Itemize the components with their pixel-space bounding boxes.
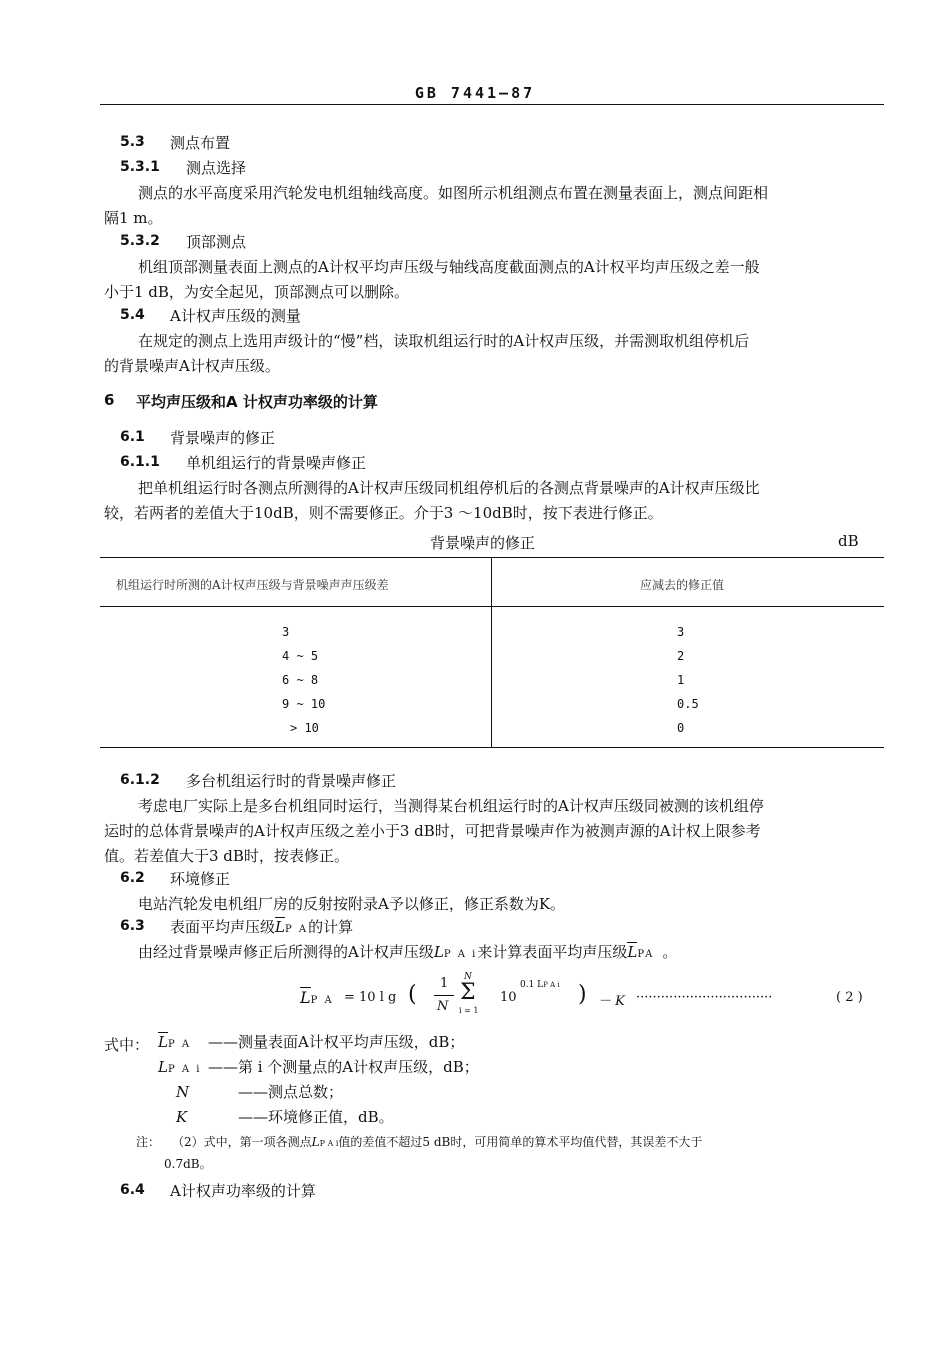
table-header-col2: 应减去的修正值 bbox=[640, 578, 725, 592]
table-cell-diff: 3 bbox=[282, 625, 290, 639]
symbol-lpa: L bbox=[275, 918, 285, 936]
table-cell-corr: 1 bbox=[677, 673, 685, 687]
section-title bbox=[170, 916, 353, 937]
formula-sum-lower: i = 1 bbox=[459, 1006, 479, 1015]
section-title: 单机组运行的背景噪声修正 bbox=[186, 454, 367, 472]
note-line bbox=[172, 1133, 702, 1150]
paragraph-line bbox=[138, 941, 677, 962]
symbol-lpai: L bbox=[433, 943, 444, 961]
paragraph-line: 测点的水平高度采用汽轮发电机组轴线高度。如图所示机组测点布置在测量表面上，测点间距相 bbox=[138, 184, 769, 202]
table-header-rule bbox=[100, 606, 884, 607]
formula-fraction-denominator: N bbox=[437, 999, 449, 1014]
section-title: 背景噪声的修正 bbox=[170, 429, 276, 447]
chapter-number: 6 bbox=[104, 391, 115, 409]
symbol-lpa: L bbox=[627, 943, 638, 961]
formula-lhs bbox=[300, 988, 334, 1007]
section-number: 6.3 bbox=[120, 918, 145, 934]
table-cell-diff: 9 ~ 10 bbox=[282, 697, 326, 711]
formula-sum-upper: N bbox=[464, 972, 472, 982]
section-title: 测点选择 bbox=[186, 159, 247, 177]
section-title: 顶部测点 bbox=[186, 233, 247, 251]
table-bottom-rule bbox=[100, 747, 884, 748]
table-cell-diff: > 10 bbox=[290, 721, 319, 735]
paragraph-line: 隔1 m。 bbox=[104, 209, 163, 227]
formula-fraction-bar bbox=[434, 995, 454, 996]
formula-open-paren: ( bbox=[408, 982, 417, 1007]
table-cell-diff: 4 ~ 5 bbox=[282, 649, 319, 663]
formula-exponent-text: 0.1 L bbox=[520, 980, 544, 990]
chapter-title: 平均声压级和A 计权声功率级的计算 bbox=[136, 393, 378, 411]
section-number: 6.2 bbox=[120, 870, 145, 886]
paragraph-line: 考虑电厂实际上是多台机组同时运行，当测得某台机组运行时的A计权声压级同被测的该机组停 bbox=[138, 797, 764, 815]
symbol-subscript: P A bbox=[284, 924, 309, 935]
paragraph-line: 运时的总体背景噪声的A计权声压级之差小于3 dB时，可把背景噪声作为被测声源的A计权上限参考 bbox=[104, 822, 761, 840]
table-cell-corr: 2 bbox=[677, 649, 685, 663]
note-text: （2）式中，第一项各测点 bbox=[172, 1135, 312, 1149]
section-title: 环境修正 bbox=[170, 870, 231, 888]
section-title: A计权声压级的测量 bbox=[170, 307, 301, 325]
where-symbol: K bbox=[176, 1108, 188, 1126]
section-title: 测点布置 bbox=[170, 134, 231, 152]
table-column-divider bbox=[491, 557, 492, 747]
formula-fraction-numerator: 1 bbox=[440, 976, 449, 991]
section-number: 5.3 bbox=[120, 134, 145, 150]
where-item bbox=[158, 1031, 464, 1052]
paragraph-line: 值。若差值大于3 dB时，按表修正。 bbox=[104, 847, 349, 865]
where-symbol: N bbox=[176, 1083, 190, 1101]
section-title: 多台机组运行时的背景噪声修正 bbox=[186, 772, 397, 790]
standard-header: GB 7441—87 bbox=[414, 84, 536, 102]
formula-equation-number: ( 2 ) bbox=[836, 990, 863, 1005]
where-description: ——环境修正值，dB。 bbox=[238, 1108, 394, 1126]
paragraph-line: 机组顶部测量表面上测点的A计权平均声压级与轴线高度截面测点的A计权平均声压级之差一般 bbox=[138, 258, 760, 276]
table-cell-diff: 6 ~ 8 bbox=[282, 673, 319, 687]
where-subscript: P A i bbox=[167, 1064, 202, 1075]
table-unit: dB bbox=[838, 532, 859, 550]
section-number: 5.3.2 bbox=[120, 233, 160, 249]
symbol-subscript: PA bbox=[637, 949, 655, 960]
paragraph-text: 来计算表面平均声压级 bbox=[477, 943, 628, 961]
section-number: 5.4 bbox=[120, 307, 145, 323]
where-subscript: P A bbox=[167, 1039, 192, 1050]
table-cell-corr: 0.5 bbox=[677, 697, 699, 711]
paragraph-line: 在规定的测点上选用声级计的“慢”档，读取机组运行时的A计权声压级，并需测取机组停机后 bbox=[138, 332, 750, 350]
paragraph-line: 把单机组运行时各测点所测得的A计权声压级同机组停机后的各测点背景噪声的A计权声压级比 bbox=[138, 479, 760, 497]
section-number: 6.1.1 bbox=[120, 454, 160, 470]
formula-base: 10 bbox=[500, 990, 517, 1005]
formula-lhs-symbol: L bbox=[300, 988, 311, 1007]
where-symbol: L bbox=[158, 1033, 168, 1051]
table-top-rule bbox=[100, 557, 884, 558]
section-number: 6.4 bbox=[120, 1182, 145, 1198]
formula-exponent bbox=[520, 980, 560, 990]
section-title: A计权声功率级的计算 bbox=[170, 1182, 316, 1200]
where-symbol: L bbox=[158, 1058, 168, 1076]
formula-exponent-subscript: P A i bbox=[543, 981, 560, 989]
section-number: 6.1 bbox=[120, 429, 145, 445]
where-item bbox=[176, 1106, 394, 1127]
where-label: 式中： bbox=[104, 1036, 150, 1054]
section-title-end: 的计算 bbox=[308, 918, 354, 936]
section-title-text: 表面平均声压级 bbox=[170, 918, 276, 936]
paragraph-end: 。 bbox=[662, 943, 678, 961]
formula-minus-k: － K bbox=[598, 994, 625, 1009]
section-number: 5.3.1 bbox=[120, 159, 160, 175]
section-number: 6.1.2 bbox=[120, 772, 160, 788]
symbol-subscript: P A i bbox=[443, 949, 478, 960]
paragraph-line: 较，若两者的差值大于10dB，则不需要修正。介于3 ～10dB时，按下表进行修正。 bbox=[104, 504, 663, 522]
where-item bbox=[176, 1081, 343, 1102]
formula-close-paren: ) bbox=[578, 982, 587, 1007]
formula-eq: = 10 l g bbox=[344, 990, 397, 1005]
where-description: ——测量表面A计权平均声压级，dB； bbox=[207, 1033, 465, 1051]
table-cell-corr: 0 bbox=[677, 721, 685, 735]
paragraph-line: 电站汽轮发电机组厂房的反射按附录A予以修正，修正系数为K。 bbox=[138, 895, 566, 913]
table-cell-corr: 3 bbox=[677, 625, 685, 639]
formula-sum-sign: Σ bbox=[460, 980, 476, 1005]
where-item bbox=[158, 1056, 479, 1077]
note-line: 0.7dB。 bbox=[164, 1157, 212, 1171]
formula-leader-dots: ································· bbox=[636, 990, 773, 1005]
note-subscript: P A i bbox=[319, 1139, 339, 1148]
header-rule bbox=[100, 104, 884, 105]
note-label: 注： bbox=[136, 1135, 161, 1149]
paragraph-line: 的背景噪声A计权声压级。 bbox=[104, 357, 280, 375]
table-caption: 背景噪声的修正 bbox=[430, 534, 536, 552]
note-symbol: L bbox=[311, 1135, 320, 1149]
paragraph-text: 由经过背景噪声修正后所测得的A计权声压级 bbox=[138, 943, 434, 961]
note-text: 值的差值不超过5 dB时，可用简单的算术平均值代替，其误差不大于 bbox=[338, 1135, 703, 1149]
where-description: ——测点总数； bbox=[238, 1083, 344, 1101]
paragraph-line: 小于1 dB，为安全起见，顶部测点可以删除。 bbox=[104, 283, 409, 301]
where-description: ——第 i 个测量点的A计权声压级，dB； bbox=[207, 1058, 479, 1076]
formula-lhs-subscript: P A bbox=[310, 995, 334, 1006]
table-header-col1: 机组运行时所测的A计权声压级与背景噪声声压级差 bbox=[116, 578, 389, 592]
